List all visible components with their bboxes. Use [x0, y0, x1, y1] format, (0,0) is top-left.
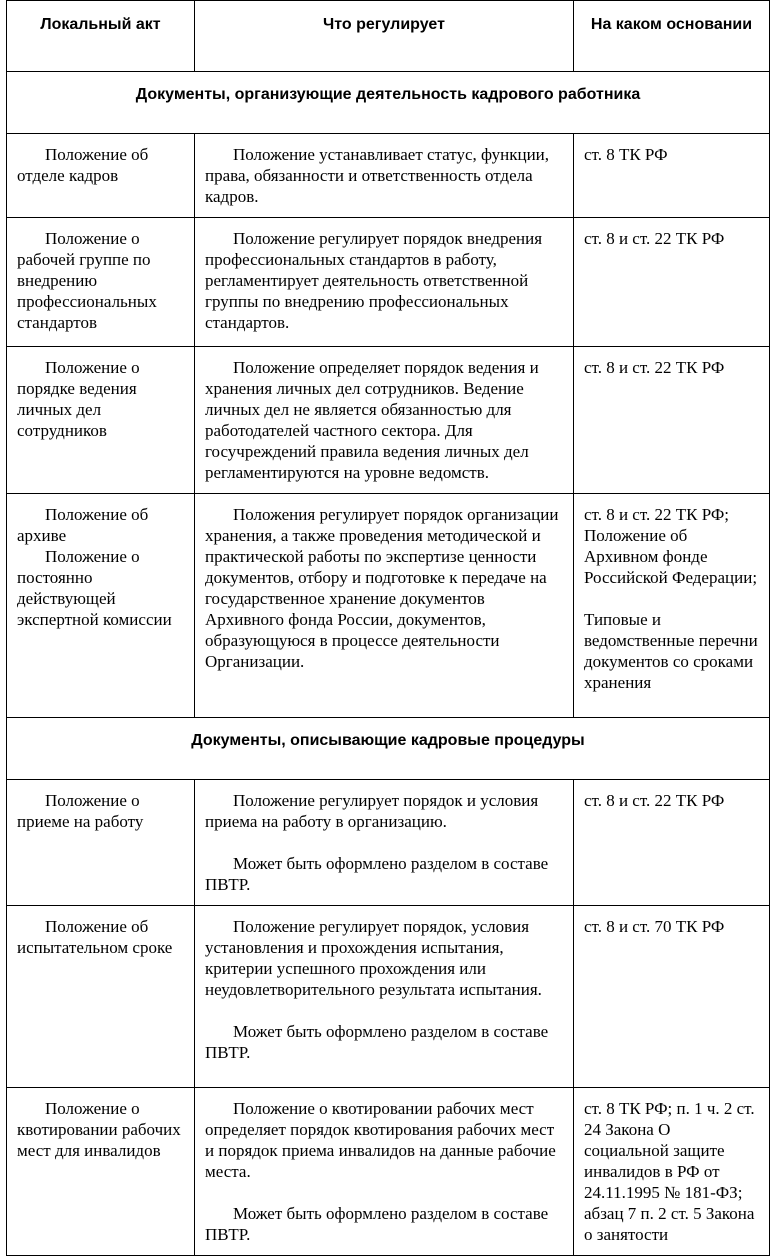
local-act-name: Положение о приеме на работу [17, 791, 144, 831]
table-row [7, 1088, 770, 1256]
regulates-cell [195, 906, 574, 1088]
regulates-text: Положение регулирует порядок, условия установления и прохождения испытания, критерии успешного прохождения или неудовлетворительного результата испытания. [205, 917, 542, 999]
local-act-name: Положение об отделе кадров [17, 145, 149, 185]
local-act-cell [7, 218, 195, 347]
local-act-name: Положение о рабочей группе по внедрению профессиональных стандартов [17, 229, 157, 332]
regulates-cell [195, 134, 574, 218]
table-row [7, 494, 770, 718]
basis-text: ст. 8 и ст. 22 ТК РФ [584, 229, 725, 248]
local-act-name: Положение об архиве [17, 505, 149, 545]
regulates-text: Положение регулирует порядок и условия приема на работу в организацию. [205, 791, 539, 831]
section-title: Документы, описывающие кадровые процедуры [7, 718, 770, 780]
header-local-act: Локальный акт [7, 1, 195, 72]
basis-text: ст. 8 и ст. 22 ТК РФ [584, 358, 725, 377]
basis-text: Типовые и ведомственные перечни документов со сроками хранения [584, 610, 758, 692]
local-act-cell [7, 494, 195, 718]
table-row [7, 780, 770, 906]
local-act-name: Положение о порядке ведения личных дел сотрудников [17, 358, 140, 440]
table-row [7, 134, 770, 218]
basis-cell [574, 906, 770, 1088]
regulates-note: Может быть оформлено разделом в составе ПВТР. [205, 1204, 549, 1244]
local-acts-table [6, 0, 770, 1256]
basis-cell [574, 134, 770, 218]
section-row [7, 718, 770, 780]
regulates-text: Положение о квотировании рабочих мест определяет порядок квотирования рабочих мест и порядок приема инвалидов на данные рабочие места. [205, 1099, 556, 1181]
regulates-cell [195, 780, 574, 906]
local-act-cell [7, 347, 195, 494]
basis-cell [574, 218, 770, 347]
regulates-cell [195, 494, 574, 718]
table-row [7, 218, 770, 347]
basis-text: ст. 8 и ст. 22 ТК РФ; Положение об Архивном фонде Российской Федерации; [584, 505, 758, 587]
local-act-name: Положение об испытательном сроке [17, 917, 173, 957]
regulates-note: Может быть оформлено разделом в составе ПВТР. [205, 854, 549, 894]
regulates-text: Положение определяет порядок ведения и хранения личных дел сотрудников. Ведение личных дел не является обязанностью для работодателей частного сектора. Для госучреждений правила ведения личных дел регламентируются на уровне ведомств. [205, 358, 539, 482]
basis-text: ст. 8 ТК РФ; п. 1 ч. 2 ст. 24 Закона О социальной защите инвалидов в РФ от 24.11.1995 № 181-ФЗ; абзац 7 п. 2 ст. 5 Закона о занятости [584, 1099, 755, 1244]
local-act-cell [7, 906, 195, 1088]
basis-text: ст. 8 ТК РФ [584, 145, 668, 164]
basis-cell [574, 494, 770, 718]
regulates-cell [195, 218, 574, 347]
local-act-cell [7, 1088, 195, 1256]
basis-cell [574, 347, 770, 494]
basis-text: ст. 8 и ст. 22 ТК РФ [584, 791, 725, 810]
table-row [7, 906, 770, 1088]
local-act-name: Положение о постоянно действующей экспертной комиссии [17, 547, 172, 629]
local-act-cell [7, 780, 195, 906]
section-row [7, 72, 770, 134]
basis-cell [574, 780, 770, 906]
regulates-note: Может быть оформлено разделом в составе ПВТР. [205, 1022, 549, 1062]
regulates-text: Положение регулирует порядок внедрения профессиональных стандартов в работу, регламентирует деятельность ответственной группы по внедрению профессиональных стандартов. [205, 229, 543, 332]
regulates-text: Положение устанавливает статус, функции, права, обязанности и ответственность отдела кадров. [205, 145, 550, 206]
header-what-regulates: Что регулирует [195, 1, 574, 72]
header-basis: На каком основании [574, 1, 770, 72]
basis-cell [574, 1088, 770, 1256]
regulates-cell [195, 1088, 574, 1256]
table-header-row [7, 1, 770, 72]
section-title: Документы, организующие деятельность кадрового работника [7, 72, 770, 134]
regulates-text: Положения регулирует порядок организации хранения, а также проведения методической и практической работы по экспертизе ценности документов, отбору и подготовке к передаче на государственное хранение документов Архивного фонда России, документов, образующуюся в процессе деятельности Организации. [205, 505, 559, 671]
regulates-cell [195, 347, 574, 494]
local-act-cell [7, 134, 195, 218]
local-act-name: Положение о квотировании рабочих мест для инвалидов [17, 1099, 181, 1160]
table-row [7, 347, 770, 494]
basis-text: ст. 8 и ст. 70 ТК РФ [584, 917, 725, 936]
